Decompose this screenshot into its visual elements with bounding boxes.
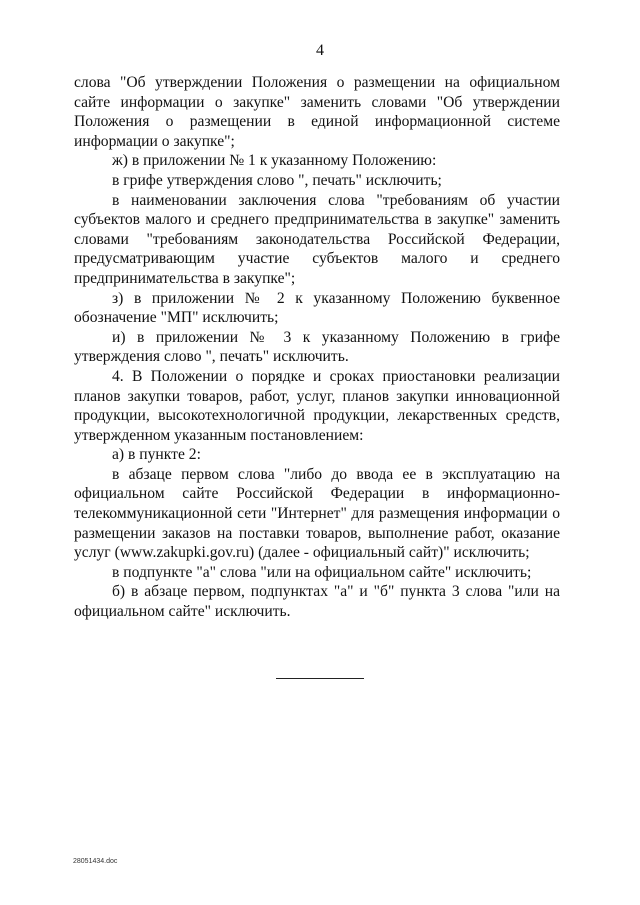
footer-document-code: 28051434.doc (73, 858, 118, 865)
paragraph-7: 4. В Положении о порядке и сроках приостановки реализации планов закупки товаров, работ, услуг, планов закупки инновационной продукции, высокотехнологичной продукции, лекарственных средств, утвержденном указанным постановлением: (74, 367, 560, 444)
paragraph-3: в грифе утверждения слово ", печать" исключить; (112, 171, 442, 189)
document-body (74, 73, 560, 622)
page-number: 4 (316, 42, 324, 59)
paragraph-8: а) в пункте 2: (112, 446, 201, 464)
paragraph-1: слова "Об утверждении Положения о размещении на официальном сайте информации о закупке" заменить словами "Об утверждении Положения о размещении в единой информационной системе информации о закупке"; (74, 74, 560, 150)
paragraph-2: ж) в приложении № 1 к указанному Положению: (112, 152, 437, 170)
paragraph-11: б) в абзаце первом, подпунктах "а" и "б" пункта 3 слова "или на официальном сайте" исключить. (74, 583, 560, 621)
end-divider-line (276, 678, 364, 679)
paragraph-9: в абзаце первом слова "либо до ввода ее в эксплуатацию на официальном сайте Российской Федерации в информационно-телекоммуникационной сети "Интернет" для размещения информации о размещении заказов на поставки товаров, выполнение работ, оказание услуг (www.zakupki.gov.ru) (далее - официальный сайт)" исключить; (74, 465, 560, 562)
paragraph-6: и) в приложении № 3 к указанному Положению в грифе утверждения слово ", печать" исключить. (74, 328, 560, 366)
paragraph-10: в подпункте "а" слова "или на официальном сайте" исключить; (112, 563, 532, 581)
paragraph-5: з) в приложении № 2 к указанному Положению буквенное обозначение "МП" исключить; (74, 289, 560, 327)
paragraph-4: в наименовании заключения слова "требованиям об участии субъектов малого и среднего предпринимательства в закупке" заменить словами "требованиям законодательства Российской Федерации, предусматривающим участие субъектов малого и среднего предпринимательства в закупке"; (74, 191, 560, 287)
